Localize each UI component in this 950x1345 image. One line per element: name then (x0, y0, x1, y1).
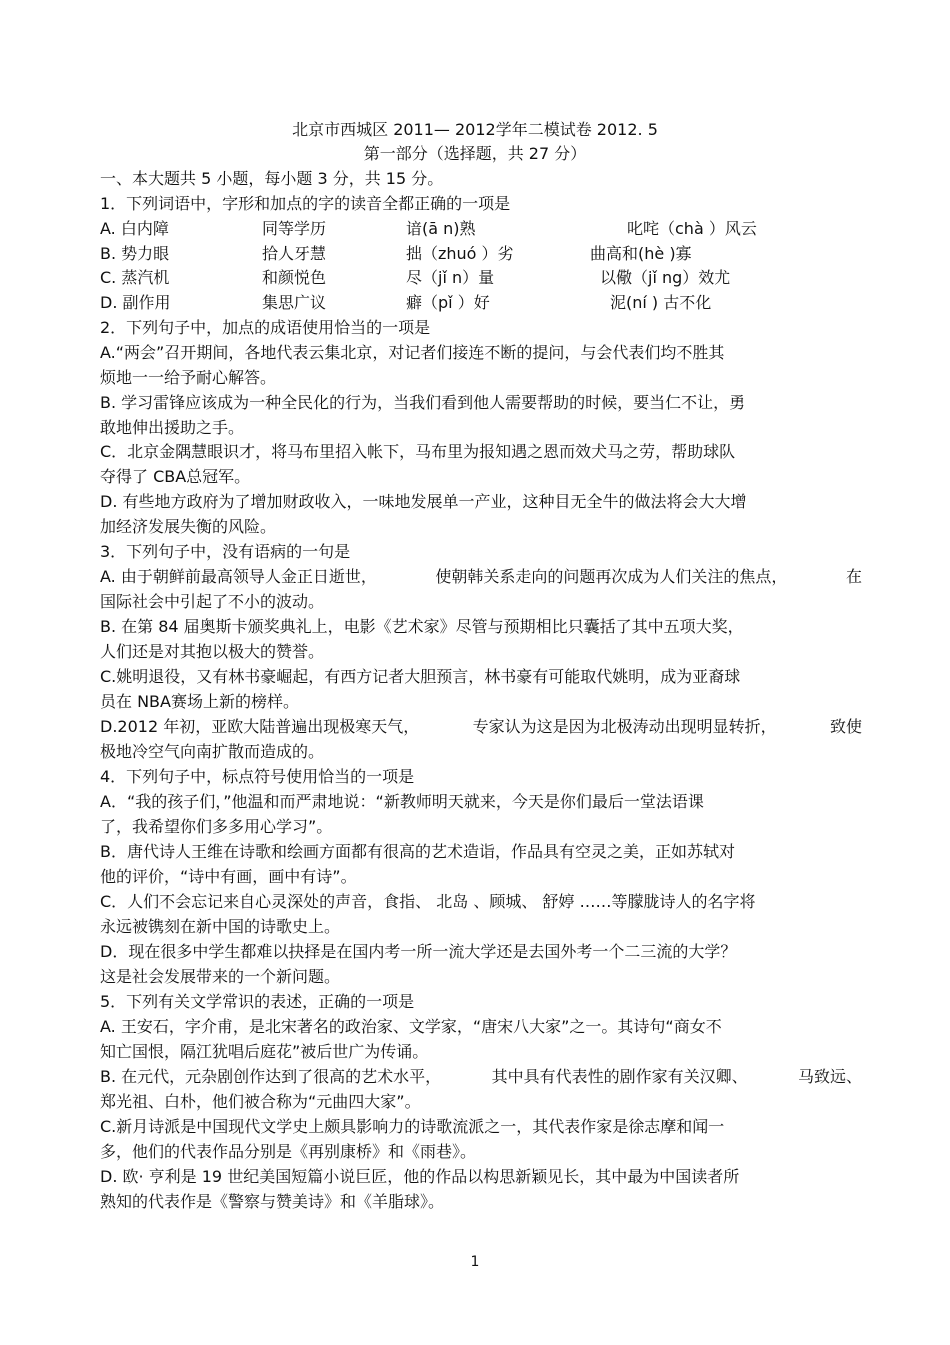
option-cell: 和颜悦色 (262, 268, 327, 287)
question-5-option-c: C.新月诗派是中国现代文学史上颇具影响力的诗歌流派之一，其代表作家是徐志摩和闻一 (100, 1117, 725, 1136)
option-cell: D. 副作用 (100, 293, 171, 312)
question-3-option-d-cont: 极地冷空气向南扩散而造成的。 (100, 742, 325, 761)
option-cell: 同等学历 (262, 219, 327, 238)
question-3-option-a-cont: 国际社会中引起了不小的波动。 (100, 592, 325, 611)
question-5-option-a: A. 王安石，字介甫，是北宋著名的政治家、文学家，“唐宋八大家”之一。其诗句“商女不 (100, 1017, 722, 1036)
question-5-option-b (100, 1065, 862, 1089)
option-cell: C. 蒸汽机 (100, 268, 170, 287)
question-2-option-a: A.“两会”召开期间，各地代表云集北京，对记者们接连不断的提问，与会代表们均不胜其 (100, 343, 725, 362)
question-4-option-c-cont: 永远被镌刻在新中国的诗歌史上。 (100, 917, 341, 936)
option-cell: 拾人牙慧 (262, 244, 327, 263)
text-segment: 专家认为这是因为北极涛动出现明显转折， (472, 717, 777, 736)
question-2-option-a-cont: 烦地一一给予耐心解答。 (100, 368, 277, 387)
question-2-stem: 2．下列句子中，加点的成语使用恰当的一项是 (100, 318, 431, 337)
question-4-option-d-cont: 这是社会发展带来的一个新问题。 (100, 967, 341, 986)
option-cell: 叱咤（chà ）风云 (627, 219, 757, 238)
question-3-option-c: C.姚明退役，又有林书豪崛起，有西方记者大胆预言，林书豪有可能取代姚明，成为亚裔球 (100, 667, 741, 686)
text-segment: 致使 (829, 717, 862, 736)
question-5-option-c-cont: 多，他们的代表作品分别是《再别康桥》和《雨巷》。 (100, 1142, 477, 1161)
exam-title: 北京市西城区 2011— 2012学年二模试卷 2012. 5 (292, 120, 658, 139)
option-cell: 集思广议 (262, 293, 327, 312)
question-5-option-b-cont: 郑光祖、白朴，他们被合称为“元曲四大家”。 (100, 1092, 421, 1111)
text-segment: 马致远、 (797, 1067, 862, 1086)
question-3-option-b: B. 在第 84 届奥斯卡颁奖典礼上，电影《艺术家》尽管与预期相比只囊括了其中五项大奖， (100, 617, 744, 636)
page-number: 1 (470, 1254, 480, 1270)
question-2-option-d-cont: 加经济发展失衡的风险。 (100, 517, 277, 536)
question-4-option-a-cont: 了，我希望你们多多用心学习”。 (100, 817, 333, 836)
question-2-option-c-cont: 夺得了 CBA总冠军。 (100, 467, 251, 486)
question-4-option-c: C．人们不会忘记来自心灵深处的声音，食指、 北岛 、顾城、 舒婷 ……等朦胧诗人的名字将 (100, 892, 756, 911)
text-segment: A. 由于朝鲜前最高领导人金正日逝世， (100, 567, 377, 586)
question-3-stem: 3．下列句子中，没有语病的一句是 (100, 542, 351, 561)
text-segment: 使朝韩关系走向的问题再次成为人们关注的焦点， (435, 567, 788, 586)
option-cell: 泥(ní ) 古不化 (610, 293, 712, 312)
question-2-option-b-cont: 敢地伸出援助之手。 (100, 418, 245, 437)
question-3-option-c-cont: 员在 NBA赛场上新的榜样。 (100, 692, 299, 711)
option-cell: 尽（jǐ n）量 (406, 268, 495, 287)
question-4-stem: 4．下列句子中，标点符号使用恰当的一项是 (100, 767, 415, 786)
text-segment: D.2012 年初，亚欧大陆普遍出现极寒天气， (100, 717, 420, 736)
question-2-option-d: D. 有些地方政府为了增加财政收入，一味地发展单一产业，这种目无全牛的做法将会大大增 (100, 492, 747, 511)
question-5-stem: 5．下列有关文学常识的表述，正确的一项是 (100, 992, 415, 1011)
question-3-option-b-cont: 人们还是对其抱以极大的赞誉。 (100, 642, 325, 661)
text-segment: B. 在元代，元杂剧创作达到了很高的艺术水平， (100, 1067, 442, 1086)
section-heading: 一、本大题共 5 小题，每小题 3 分，共 15 分。 (100, 169, 444, 188)
question-4-option-b-cont: 他的评价，“诗中有画，画中有诗”。 (100, 867, 357, 886)
question-3-option-d (100, 715, 862, 739)
question-2-option-b: B. 学习雷锋应该成为一种全民化的行为，当我们看到他人需要帮助的时候，要当仁不让，勇 (100, 393, 746, 412)
question-3-option-a (100, 565, 862, 589)
question-4-option-a: A．“我的孩子们，”他温和而严肃地说：“新教师明天就来，今天是你们最后一堂法语课 (100, 792, 704, 811)
question-4-option-d: D．现在很多中学生都难以抉择是在国内考一所一流大学还是去国外考一个二三流的大学？ (100, 942, 737, 961)
option-cell: 谙(ā n)熟 (406, 219, 476, 238)
option-cell: 癖（pǐ ）好 (406, 293, 490, 312)
option-cell: B. 势力眼 (100, 244, 170, 263)
option-cell: 以儆（jǐ ng）效尤 (600, 268, 731, 287)
part-subtitle: 第一部分（选择题，共 27 分） (363, 144, 587, 163)
question-2-option-c: C．北京金隅慧眼识才，将马布里招入帐下，马布里为报知遇之恩而效犬马之劳，帮助球队 (100, 442, 736, 461)
question-5-option-d: D. 欧· 亨利是 19 世纪美国短篇小说巨匠，他的作品以构思新颖见长，其中最为中国读者所 (100, 1167, 740, 1186)
question-1-stem: 1．下列词语中，字形和加点的字的读音全都正确的一项是 (100, 194, 511, 213)
option-cell: 曲高和(hè )寡 (590, 244, 692, 263)
text-segment: 其中具有代表性的剧作家有关汉卿、 (491, 1067, 748, 1086)
question-5-option-a-cont: 知亡国恨，隔江犹唱后庭花”被后世广为传诵。 (100, 1042, 429, 1061)
question-5-option-d-cont: 熟知的代表作是《警察与赞美诗》和《羊脂球》。 (100, 1192, 445, 1211)
option-cell: A. 白内障 (100, 219, 169, 238)
option-cell: 拙（zhuó ）劣 (406, 244, 514, 263)
question-4-option-b: B．唐代诗人王维在诗歌和绘画方面都有很高的艺术造诣，作品具有空灵之美，正如苏轼对 (100, 842, 735, 861)
text-segment: 在 (845, 567, 862, 586)
